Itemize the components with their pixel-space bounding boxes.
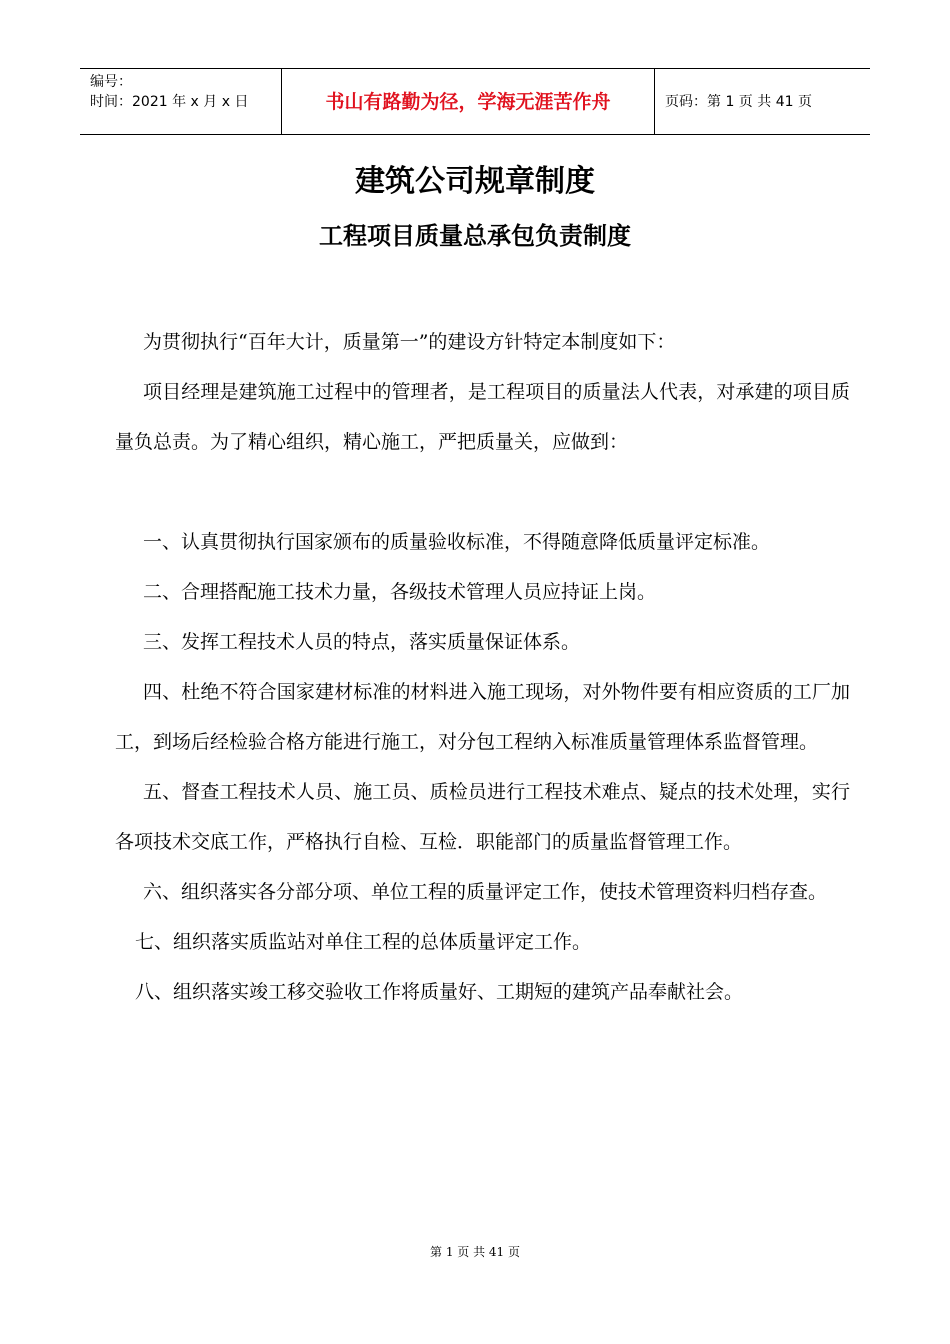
paragraph-item-1: 一、认真贯彻执行国家颁布的质量验收标准，不得随意降低质量评定标准。 bbox=[143, 531, 771, 553]
document-subtitle: 工程项目质量总承包负责制度 bbox=[319, 222, 631, 250]
paragraph-manager: 项目经理是建筑施工过程中的管理者，是工程项目的质量法人代表，对承建的项目质量负总责。为了精心组织，精心施工，严把质量关，应做到： bbox=[115, 381, 850, 453]
document-title: 建筑公司规章制度 bbox=[355, 164, 595, 199]
paragraph-item-5: 五、督查工程技术人员、施工员、质检员进行工程技术难点、疑点的技术处理，实行各项技术交底工作，严格执行自检、互检．职能部门的质量监督管理工作。 bbox=[115, 781, 850, 853]
paragraph-item-4: 四、杜绝不符合国家建材标准的材料进入施工现场，对外物件要有相应资质的工厂加工，到场后经检验合格方能进行施工，对分包工程纳入标准质量管理体系监督管理。 bbox=[115, 681, 850, 753]
paragraph-item-6: 六、组织落实各分部分项、单位工程的质量评定工作，使技术管理资料归档存查。 bbox=[143, 881, 828, 903]
document-time-label: 时间：2021 年 x 月 x 日 bbox=[90, 94, 249, 110]
paragraph-item-3: 三、发挥工程技术人员的特点，落实质量保证体系。 bbox=[143, 631, 581, 653]
paragraph-item-7: 七、组织落实质监站对单住工程的总体质量评定工作。 bbox=[135, 931, 592, 953]
paragraph-intro: 为贯彻执行“百年大计，质量第一”的建设方针特定本制度如下： bbox=[143, 331, 676, 353]
header-table bbox=[80, 68, 870, 135]
paragraph-item-2: 二、合理搭配施工技术力量，各级技术管理人员应持证上岗。 bbox=[143, 581, 657, 603]
paragraph-item-8: 八、组织落实竣工移交验收工作将质量好、工期短的建筑产品奉献社会。 bbox=[135, 981, 744, 1003]
header-page-code: 页码：第 1 页 共 41 页 bbox=[665, 94, 812, 110]
header-info-cell bbox=[80, 69, 282, 134]
document-body bbox=[115, 317, 850, 1017]
page-footer: 第 1 页 共 41 页 bbox=[430, 1245, 520, 1259]
header-motto: 书山有路勤为径，学海无涯苦作舟 bbox=[282, 69, 655, 134]
document-number-label: 编号： bbox=[90, 74, 132, 90]
